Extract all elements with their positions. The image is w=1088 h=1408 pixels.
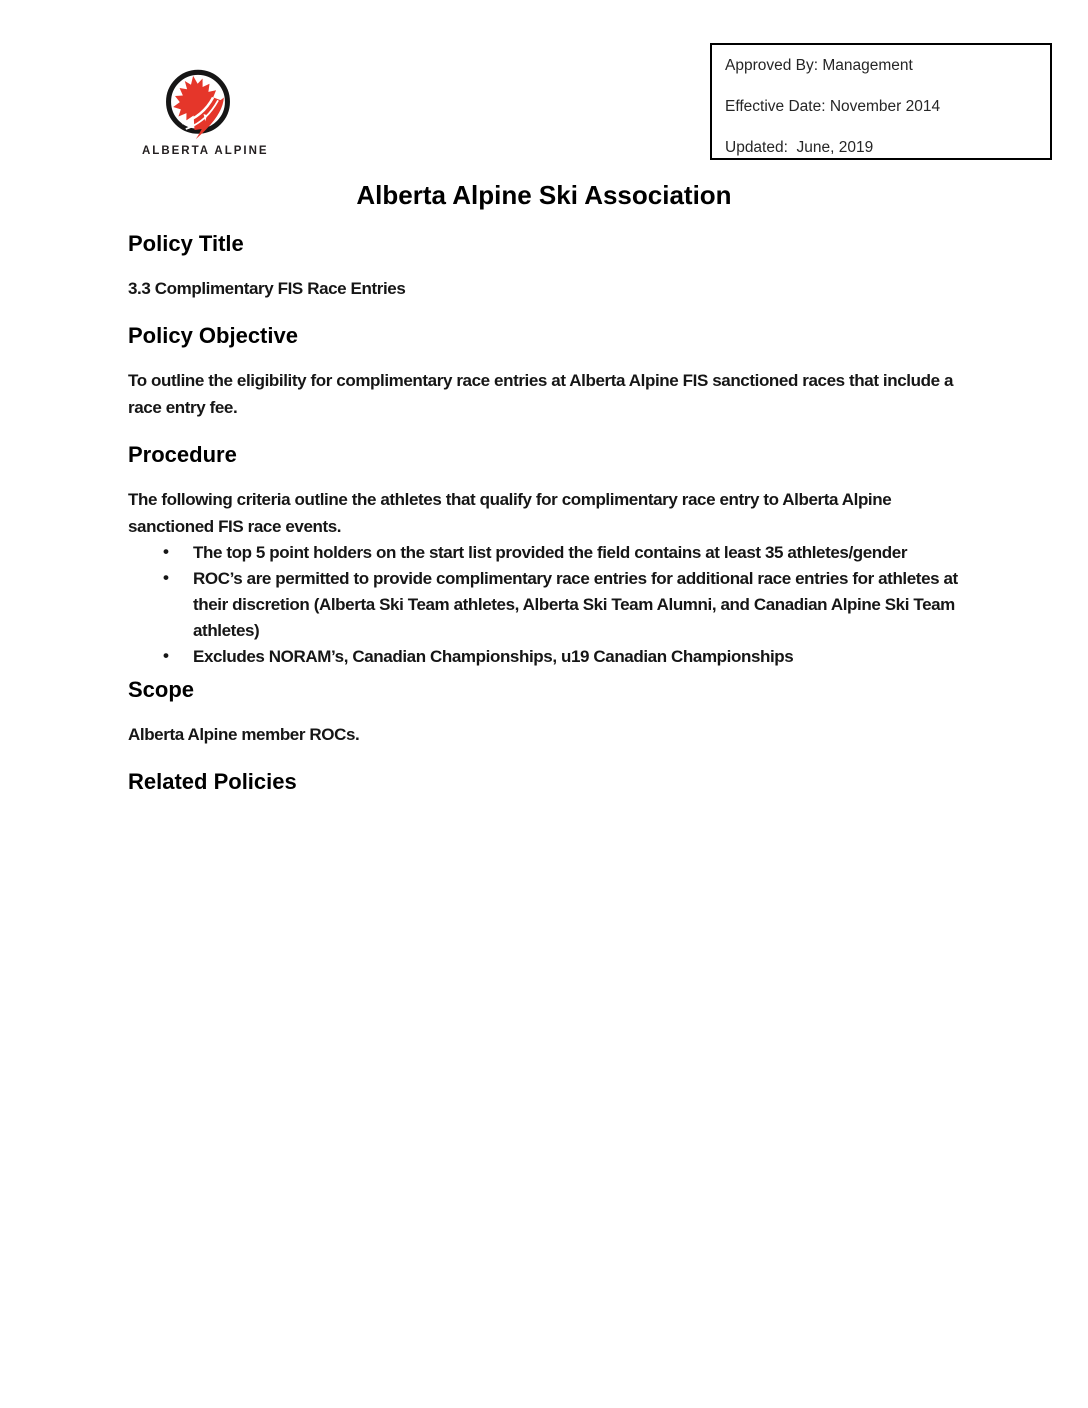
maple-leaf-logo-icon [162, 68, 234, 142]
policy-objective-heading: Policy Objective [128, 323, 298, 348]
scope-body: Alberta Alpine member ROCs. [128, 725, 360, 744]
procedure-bullet-3-text: Excludes NORAM’s, Canadian Championships, u19 Canadian Championships [193, 647, 794, 666]
procedure-bullet-1-text: The top 5 point holders on the start list provided the field contains at least 35 athletes/gender [193, 543, 908, 562]
logo-wordmark: ALBERTA ALPINE [142, 145, 269, 157]
scope-heading: Scope [128, 677, 195, 702]
bullet-icon: • [163, 646, 169, 665]
bullet-icon: • [163, 542, 169, 561]
procedure-bullet-list [128, 540, 960, 670]
procedure-bullet-1 [128, 540, 960, 566]
approval-box [710, 43, 1052, 160]
document-title: Alberta Alpine Ski Association [356, 180, 732, 210]
procedure-bullet-2-text: ROC’s are permitted to provide complimentary race entries for additional race entries for athletes at their discretion (Alberta Ski Team athletes, Alberta Ski Team Alumni, and Canadian Alpine Ski Team athletes) [193, 569, 958, 640]
procedure-heading: Procedure [128, 442, 237, 467]
updated-line: Updated: June, 2019 [725, 139, 874, 156]
policy-title-body: 3.3 Complimentary FIS Race Entries [128, 279, 406, 298]
logo [142, 68, 269, 157]
approved-by-line: Approved By: Management [725, 57, 913, 74]
effective-date-line: Effective Date: November 2014 [725, 98, 941, 115]
procedure-bullet-2 [128, 566, 960, 644]
policy-title-heading: Policy Title [128, 231, 244, 256]
procedure-bullet-3 [128, 644, 960, 670]
policy-objective-body: To outline the eligibility for complimentary race entries at Alberta Alpine FIS sanctioned races that include a race entry fee. [128, 371, 953, 417]
procedure-intro: The following criteria outline the athletes that qualify for complimentary race entry to Alberta Alpine sanctioned FIS race events. [128, 490, 892, 536]
bullet-icon: • [163, 568, 169, 587]
document-content [0, 230, 1088, 796]
related-policies-heading: Related Policies [128, 769, 297, 794]
